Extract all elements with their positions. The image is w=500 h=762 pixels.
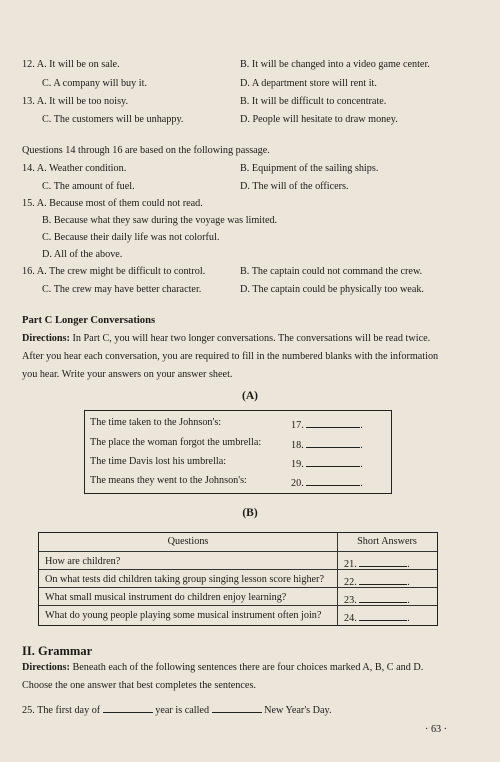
prompt-18: The place the woman forgot the umbrella: — [90, 437, 262, 448]
blank-line-24[interactable] — [359, 611, 407, 621]
q13-number: 13. — [22, 96, 35, 107]
q13-option-d: D. People will hesitate to draw money. — [240, 114, 398, 125]
q13-option-c: C. The customers will be unhappy. — [42, 114, 184, 125]
blank-line-17[interactable] — [306, 418, 360, 428]
q15-option-c: C. Because their daily life was not colorful. — [42, 232, 220, 243]
answer-blank-17[interactable]: 17. . — [291, 420, 363, 431]
part-c-directions-line3: you hear. Write your answers on your answer sheet. — [22, 369, 233, 380]
part-c-directions-line2: After you hear each conversation, you are required to fill in the numbered blanks with the information — [22, 351, 439, 362]
q25-text-part2: year is called — [155, 705, 210, 716]
q13-a-text: A. It will be too noisy. — [36, 96, 129, 107]
blank-number-20: 20. — [291, 478, 304, 489]
row-divider-1 — [39, 551, 437, 552]
part-c-directions-text1: In Part C, you will hear two longer conversations. The conversations will be read twice. — [69, 333, 431, 344]
prompt-19: The time Davis lost his umbrella: — [90, 456, 227, 467]
q16-a-text: A. The crew might be difficult to control. — [36, 266, 206, 277]
q25-text-part1: The first day of — [37, 705, 101, 716]
q14-option-b: B. Equipment of the sailing ships. — [240, 163, 379, 174]
grammar-directions-line1 — [22, 663, 423, 673]
q15-option-d: D. All of the above. — [42, 249, 123, 260]
q25-text-part3: New Year's Day. — [264, 705, 332, 716]
grammar-directions-label: Directions: — [22, 662, 70, 673]
section-b-table — [38, 532, 438, 626]
q15-option-a — [22, 199, 203, 209]
grammar-directions-text1: Beneath each of the following sentences there are four choices marked A, B, C and D. — [69, 662, 424, 673]
q14-option-d: D. The will of the officers. — [240, 181, 349, 192]
q15-a-text: A. Because most of them could not read. — [36, 198, 203, 209]
blank-line-21[interactable] — [359, 557, 407, 567]
blank-number-21: 21. — [344, 559, 357, 570]
answer-blank-20[interactable]: 20. . — [291, 478, 363, 489]
answer-blank-23[interactable]: 23. . — [344, 595, 410, 606]
q25-blank-1[interactable] — [103, 703, 153, 713]
q12-option-b: B. It will be changed into a video game center. — [240, 59, 430, 70]
q14-a-text: A. Weather condition. — [36, 163, 127, 174]
q25-blank-2[interactable] — [212, 703, 262, 713]
part-c-directions-label: Directions: — [22, 333, 70, 344]
q13-option-a — [22, 97, 128, 107]
blank-number-23: 23. — [344, 595, 357, 606]
answer-blank-22[interactable]: 22. . — [344, 577, 410, 588]
section-a-row-17 — [90, 418, 221, 428]
answer-blank-21[interactable]: 21. . — [344, 559, 410, 570]
prompt-17: The time taken to the Johnson's: — [90, 417, 222, 428]
short-answers-header: Short Answers — [357, 536, 417, 547]
section-a-table — [84, 410, 392, 494]
q12-option-d: D. A department store will rent it. — [240, 78, 377, 89]
passage-intro: Questions 14 through 16 are based on the following passage. — [22, 145, 270, 156]
question-25 — [22, 703, 332, 716]
q14-number: 14. — [22, 163, 35, 174]
questions-header: Questions — [167, 536, 209, 547]
q12-option-a — [22, 60, 120, 70]
question-23: What small musical instrument do children enjoy learning? — [45, 592, 287, 603]
q16-option-d: D. The captain could be physically too weak. — [240, 284, 424, 295]
section-a-row-18 — [90, 438, 261, 448]
q16-option-c: C. The crew may have better character. — [42, 284, 202, 295]
question-21: How are children? — [45, 556, 121, 567]
grammar-title: II. Grammar — [22, 644, 93, 658]
section-a-row-20 — [90, 476, 247, 486]
answer-blank-18[interactable]: 18. . — [291, 440, 363, 451]
q16-number: 16. — [22, 266, 35, 277]
section-a-label: (A) — [242, 390, 258, 402]
q12-a-text: A. It will be on sale. — [36, 59, 120, 70]
blank-line-23[interactable] — [359, 593, 407, 603]
question-22: On what tests did children taking group singing lesson score higher? — [45, 574, 324, 585]
q15-number: 15. — [22, 198, 35, 209]
blank-number-24: 24. — [344, 613, 357, 624]
q25-number: 25. — [22, 705, 35, 716]
q15-option-b: B. Because what they saw during the voyage was limited. — [42, 215, 278, 226]
section-a-row-19 — [90, 457, 226, 467]
blank-line-20[interactable] — [306, 476, 360, 486]
q16-option-b: B. The captain could not command the crew. — [240, 266, 423, 277]
section-b-label: (B) — [242, 507, 258, 519]
q14-option-c: C. The amount of fuel. — [42, 181, 135, 192]
blank-line-22[interactable] — [359, 575, 407, 585]
blank-line-18[interactable] — [306, 438, 360, 448]
blank-number-19: 19. — [291, 459, 304, 470]
blank-number-18: 18. — [291, 440, 304, 451]
question-24: What do young people playing some musical instrument often join? — [45, 610, 322, 621]
q12-number: 12. — [22, 59, 35, 70]
answer-blank-19[interactable]: 19. . — [291, 459, 363, 470]
page-number: · 63 · — [425, 724, 448, 735]
grammar-directions-line2: Choose the one answer that best completes the sentences. — [22, 680, 256, 691]
q13-option-b: B. It will be difficult to concentrate. — [240, 96, 387, 107]
answer-blank-24[interactable]: 24. . — [344, 613, 410, 624]
q16-option-a — [22, 267, 205, 277]
q12-option-c: C. A company will buy it. — [42, 78, 147, 89]
part-c-directions-line1 — [22, 334, 430, 344]
prompt-20: The means they went to the Johnson's: — [90, 475, 247, 486]
q14-option-a — [22, 164, 126, 174]
blank-number-22: 22. — [344, 577, 357, 588]
part-c-title: Part C Longer Conversations — [22, 315, 156, 326]
blank-number-17: 17. — [291, 420, 304, 431]
blank-line-19[interactable] — [306, 457, 360, 467]
